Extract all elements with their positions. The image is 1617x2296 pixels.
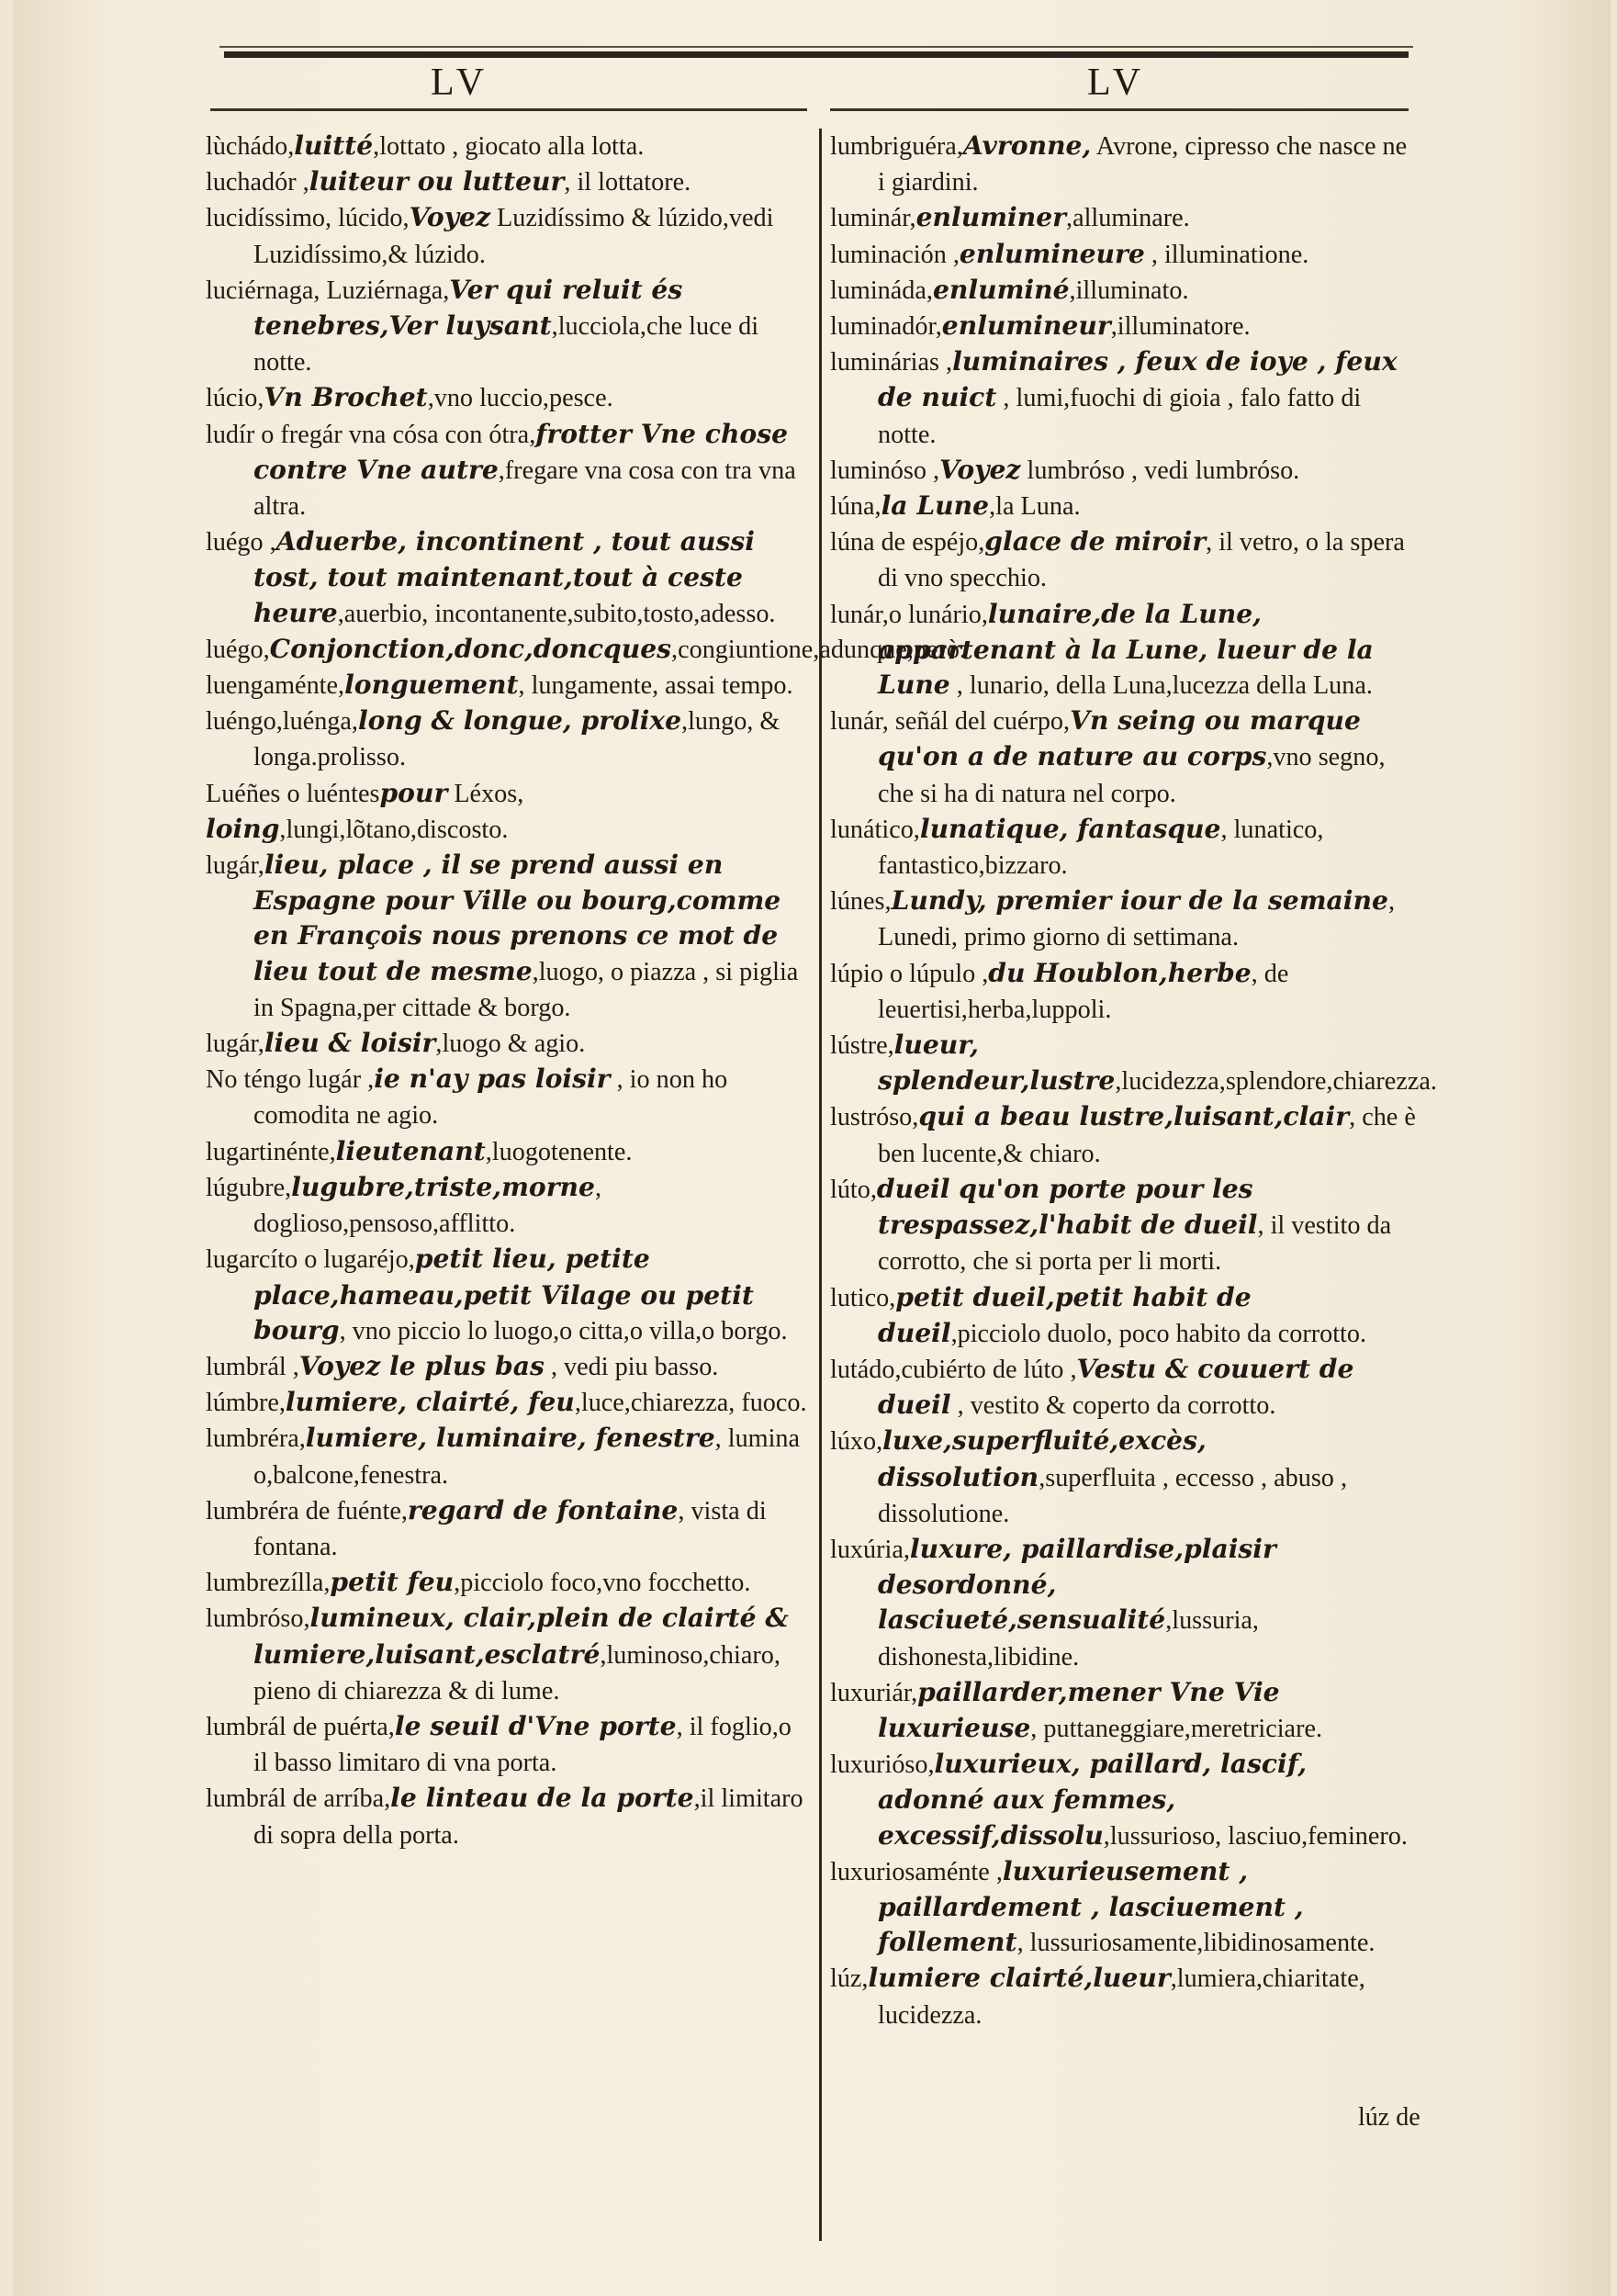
headword: lugár, (206, 851, 264, 881)
french-gloss: petit lieu, petite place,hameau,petit Vilage ou petit bourg (253, 1244, 754, 1345)
italian-gloss: ,luogo, o piazza , si piglia in Spagna,per cittade & borgo. (253, 957, 799, 1022)
dictionary-entry (206, 1565, 812, 1601)
catchword: lúz de (1358, 2103, 1420, 2132)
headword: ludír o fregár vna cósa con ótra, (206, 420, 536, 449)
italian-gloss: , puttaneggiare,meretriciare. (1030, 1714, 1323, 1743)
headword: lúna, (830, 492, 881, 522)
dictionary-entry (206, 1026, 812, 1062)
dictionary-page (13, 0, 1611, 2296)
headword: lutico, (830, 1283, 896, 1312)
headword: lumbrál , (206, 1352, 299, 1381)
italian-gloss: , lumina o,balcone,fenestra. (253, 1424, 801, 1490)
headword: luengaménte, (206, 671, 345, 701)
french-gloss: lieu, place , il se prend aussi en Espagne pour Ville ou bourg,comme en François nous prenons ce mot de lieu tout de mesme (253, 850, 781, 986)
italian-gloss: ,congiuntione,adunque,però. (671, 635, 966, 664)
top-rule-thin (219, 46, 1413, 48)
headword: lúz, (830, 1964, 869, 1994)
italian-gloss: ,lucciola,che luce di notte. (253, 312, 759, 377)
italian-gloss: , il vestito da corrotto, che si porta per li morti. (878, 1211, 1392, 1277)
french-gloss: enlumineure (959, 238, 1145, 269)
italian-gloss: Léxos, (447, 779, 524, 808)
dictionary-entry (830, 1028, 1437, 1099)
french-gloss: le linteau de la porte (390, 1783, 694, 1814)
headword: lugarcíto o lugaréjo, (206, 1245, 415, 1275)
french-gloss: Voyez (939, 454, 1021, 485)
italian-gloss: , il lottatore. (564, 168, 691, 197)
running-head-right: LV (1087, 62, 1147, 104)
headword: luciérnaga, Luziérnaga, (206, 276, 450, 305)
headword: lùchádo, (206, 132, 295, 161)
italian-gloss: ,fregare vna cosa con tra vna altra. (253, 456, 796, 522)
headword: lumináda, (830, 276, 933, 305)
italian-gloss: , vno piccio lo luogo,o citta,o villa,o borgo. (339, 1316, 788, 1345)
dictionary-entry (830, 1424, 1418, 1532)
italian-gloss: , vestito & coperto da corrotto. (950, 1391, 1276, 1421)
italian-gloss: ,la Luna. (989, 492, 1081, 522)
italian-gloss: ,il limitaro di sopra della porta. (253, 1784, 803, 1850)
italian-gloss: , io non ho comodita ne agio. (253, 1065, 728, 1131)
french-gloss: regard de fontaine (407, 1494, 679, 1525)
italian-gloss: ,vno luccio,pesce. (427, 384, 613, 413)
headword: lúpio o lúpulo , (830, 959, 989, 988)
headword: lúmbre, (206, 1389, 286, 1418)
french-gloss: lueur, splendeur,lustre (878, 1030, 1116, 1097)
french-gloss: ie n'ay pas loisir (374, 1064, 611, 1095)
headword: lugár, (206, 1030, 264, 1059)
top-rule (224, 51, 1409, 58)
french-gloss: pour (379, 777, 448, 808)
french-gloss: lumiere, luminaire, fenestre (305, 1423, 715, 1454)
dictionary-entry (206, 1134, 812, 1170)
french-gloss: lumineux, clair,plein de clairté & lumiere,luisant,esclatré (253, 1603, 789, 1670)
running-head-left: LV (431, 62, 490, 104)
french-gloss: enluminé (932, 274, 1070, 305)
french-gloss: la Lune (881, 490, 990, 522)
right-column (830, 129, 1437, 2033)
dictionary-entry (206, 1349, 812, 1385)
headword: lumbréra de fuénte, (206, 1496, 408, 1525)
italian-gloss: , illuminatione. (1144, 240, 1309, 269)
headword: lumbréra, (206, 1424, 306, 1454)
headword: lugartinénte, (206, 1137, 336, 1166)
column-divider (819, 129, 822, 2241)
headword: lúxo, (830, 1427, 883, 1457)
dictionary-entry (206, 632, 966, 668)
italian-gloss: ,lungi,lõtano,discosto. (279, 815, 509, 844)
french-gloss: qui a beau lustre,luisant,clair (918, 1101, 1350, 1132)
headword: lústre, (830, 1031, 894, 1061)
dictionary-entry (830, 129, 1418, 200)
french-gloss: lieutenant (335, 1135, 486, 1166)
headword: lumbrezílla, (206, 1569, 331, 1598)
dictionary-entry (830, 1172, 1418, 1280)
french-gloss: lunaire,de la Lune, appartenant à la Lune, lueur de la Lune (878, 598, 1374, 701)
french-gloss: frotter Vne chose contre Vne autre (253, 418, 789, 485)
dictionary-entry (830, 1747, 1418, 1854)
dictionary-entry (206, 164, 812, 200)
french-gloss: luitté (294, 130, 374, 161)
headword: luégo , (206, 528, 276, 557)
italian-gloss: ,lussuria, dishonesta,libidine. (878, 1606, 1259, 1671)
italian-gloss: ,luce,chiarezza, fuoco. (574, 1389, 807, 1418)
italian-gloss: , vedi piu basso. (544, 1352, 719, 1381)
french-gloss: lumiere clairté,lueur (868, 1963, 1171, 1994)
headword: lumbrál de puérta, (206, 1712, 395, 1741)
french-gloss: petit dueil,petit habit de dueil (878, 1281, 1252, 1348)
french-gloss: petit feu (330, 1567, 455, 1598)
french-gloss: le seuil d'Vne porte (394, 1710, 677, 1741)
dictionary-entry (830, 1961, 1418, 2032)
french-gloss: luxurieux, paillard, lascif, adonné aux femmes, excessif,dissolu (878, 1749, 1308, 1851)
dictionary-entry (206, 1421, 812, 1492)
dictionary-entry (206, 273, 812, 381)
italian-gloss: ,luogo & agio. (435, 1030, 586, 1059)
dictionary-entry (830, 309, 1418, 344)
headword: luminár, (830, 204, 916, 233)
french-gloss: long & longue, prolixe (357, 705, 682, 737)
italian-gloss: ,illuminato. (1069, 276, 1189, 305)
italian-gloss: ,auerbio, incontanente,subito,tosto,adesso. (337, 599, 776, 628)
headword: luéngo,luénga, (206, 707, 358, 737)
italian-gloss: ,lungo, & longa.prolisso. (253, 707, 780, 772)
french-gloss: Avronne, (962, 130, 1092, 161)
dictionary-entry (206, 380, 812, 416)
french-gloss: luxure, paillardise,plaisir desordonné, lasciueté,sensualité (878, 1533, 1276, 1636)
headword: luminadór, (830, 312, 942, 342)
dictionary-entry (830, 344, 1418, 453)
dictionary-entry (830, 597, 1418, 704)
dictionary-entry (206, 129, 812, 164)
dictionary-entry (830, 1854, 1418, 1962)
french-gloss: Voyez le plus bas (298, 1350, 545, 1381)
headword: luxúria, (830, 1535, 910, 1564)
headword: lúto, (830, 1175, 877, 1204)
french-gloss: Aduerbe, incontinent , tout aussi tost, tout maintenant,tout à ceste heure (253, 526, 755, 628)
dictionary-entry (830, 703, 1418, 812)
italian-gloss: , lunatico, fantastico,bizzaro. (878, 815, 1324, 881)
french-gloss: paillarder,mener Vne Vie luxurieuse (878, 1676, 1280, 1743)
headword: lúna de espéjo, (830, 528, 985, 557)
dictionary-entry (206, 1385, 812, 1421)
dictionary-entry (830, 1675, 1418, 1747)
headword: lumbriguéra, (830, 132, 963, 161)
dictionary-entry (830, 237, 1418, 273)
italian-gloss: lumbróso , vedi lumbróso. (1020, 456, 1300, 485)
italian-gloss: , vista di fontana. (253, 1496, 767, 1561)
french-gloss: Vn seing ou marque qu'on a de nature au corps (878, 705, 1361, 772)
italian-gloss: ,illuminatore. (1110, 312, 1251, 342)
italian-gloss: ,luogotenente. (485, 1137, 633, 1166)
headword: luminárias , (830, 348, 953, 377)
headword: lustróso, (830, 1103, 919, 1132)
italian-gloss: , doglioso,pensoso,afflitto. (253, 1173, 602, 1239)
headword: luégo, (206, 635, 270, 664)
headword: lunár,o lunário, (830, 600, 988, 629)
headword: lucidíssimo, lúcido, (206, 204, 410, 233)
french-gloss: luiteur ou lutteur (309, 166, 565, 197)
dictionary-entry (206, 848, 812, 1026)
headword: Luéñes o luéntes (206, 779, 380, 808)
header-rule-right (830, 108, 1409, 111)
italian-gloss: , lumi,fuochi di gioia , falo fatto di notte. (878, 384, 1362, 449)
dictionary-entry (830, 1352, 1418, 1424)
dictionary-entry (206, 524, 812, 632)
headword: luxuriár, (830, 1678, 918, 1707)
headword: luxurióso, (830, 1750, 935, 1780)
french-gloss: Vn Brochet (264, 382, 428, 413)
dictionary-entry (830, 1099, 1418, 1171)
dictionary-entry (830, 524, 1418, 596)
french-gloss: Lundy, premier iour de la semaine (891, 885, 1388, 917)
headword: luminación , (830, 240, 960, 269)
dictionary-entry (206, 1493, 812, 1565)
headword: luxuriosaménte , (830, 1857, 1003, 1886)
italian-gloss: , il vetro, o la spera di vno specchio. (878, 528, 1405, 593)
dictionary-entry (830, 489, 1418, 524)
italian-gloss: Luzidíssimo & lúzido,vedi Luzidíssimo,& lúzido. (253, 204, 774, 269)
french-gloss: du Houblon,herbe (988, 957, 1252, 988)
dictionary-entry (830, 812, 1418, 884)
dictionary-entry (206, 1601, 812, 1709)
french-gloss: luxurieusement , paillardement , lasciuement , follement (878, 1855, 1304, 1958)
headword: lúgubre, (206, 1173, 292, 1202)
french-gloss: Vestu & couuert de dueil (878, 1353, 1354, 1421)
dictionary-entry (206, 1709, 812, 1781)
french-gloss: Conjonction,donc,doncques (269, 633, 672, 664)
french-gloss: lugubre,triste,morne (291, 1171, 595, 1202)
french-gloss: enluminer (915, 202, 1067, 233)
french-gloss: enlumineur (941, 310, 1111, 342)
headword: No téngo lugár , (206, 1065, 375, 1095)
french-gloss: longuement (344, 670, 519, 701)
dictionary-entry (206, 1170, 812, 1242)
dictionary-entry (830, 273, 1418, 309)
headword: luchadór , (206, 168, 309, 197)
dictionary-entry (830, 1280, 1418, 1352)
dictionary-entry (206, 776, 812, 812)
dictionary-entry (206, 812, 812, 848)
french-gloss: Ver qui reluit és tenebres,Ver luysant (253, 274, 683, 342)
italian-gloss: ,lucidezza,splendore,chiarezza. (1115, 1067, 1437, 1097)
italian-gloss: ,vno segno, che si ha di natura nel corpo. (878, 743, 1386, 808)
headword: lumbróso, (206, 1604, 310, 1634)
french-gloss: luminaires , feux de ioye , feux de nuict (878, 346, 1398, 413)
french-gloss: lieu & loisir (264, 1028, 436, 1059)
italian-gloss: , Lunedi, primo giorno di settimana. (878, 887, 1395, 952)
italian-gloss: ,alluminare. (1066, 204, 1190, 233)
french-gloss: Voyez (409, 202, 490, 233)
italian-gloss: , lussuriosamente,libidinosamente. (1016, 1929, 1376, 1958)
dictionary-entry (206, 668, 812, 703)
dictionary-entry (206, 703, 812, 775)
italian-gloss: ,superfluita , eccesso , abuso , dissolutione. (878, 1463, 1347, 1528)
italian-gloss: ,luminoso,chiaro, pieno di chiarezza & di lume. (253, 1640, 780, 1705)
italian-gloss: Avrone, cipresso che nasce ne i giardini. (878, 132, 1408, 197)
italian-gloss: ,lumiera,chiaritate, lucidezza. (878, 1964, 1365, 2030)
dictionary-entry (206, 200, 812, 272)
french-gloss: luxe,superfluité,excès, dissolution (878, 1425, 1207, 1492)
headword: lunático, (830, 815, 920, 844)
french-gloss: dueil qu'on porte pour les trespassez,l'habit de dueil (876, 1173, 1258, 1241)
header-rule-left (210, 108, 807, 111)
headword: lúcio, (206, 384, 264, 413)
dictionary-entry (830, 200, 1418, 236)
italian-gloss: ,lottato , giocato alla lotta. (373, 132, 645, 161)
dictionary-entry (830, 453, 1418, 489)
dictionary-entry (830, 1532, 1418, 1675)
french-gloss: loing (206, 813, 280, 844)
headword: lutádo,cubiérto de lúto , (830, 1355, 1077, 1384)
italian-gloss: , lunario, della Luna,lucezza della Luna. (949, 671, 1373, 701)
dictionary-entry (206, 1781, 812, 1852)
dictionary-entry (830, 956, 1418, 1028)
italian-gloss: , de leuertisi,herba,luppoli. (878, 959, 1289, 1024)
italian-gloss: ,picciolo duolo, poco habito da corrotto. (950, 1319, 1367, 1348)
headword: lumbrál de arríba, (206, 1784, 391, 1814)
french-gloss: lumiere, clairté, feu (285, 1387, 575, 1418)
headword: lúnes, (830, 887, 892, 917)
italian-gloss: , lungamente, assai tempo. (518, 671, 793, 701)
french-gloss: glace de miroir (984, 526, 1207, 557)
italian-gloss: ,picciolo foco,vno focchetto. (454, 1569, 751, 1598)
italian-gloss: ,lussurioso, lasciuo,feminero. (1103, 1821, 1408, 1851)
dictionary-entry (830, 884, 1418, 955)
italian-gloss: , che è ben lucente,& chiaro. (878, 1103, 1416, 1168)
french-gloss: lunatique, fantasque (919, 813, 1221, 844)
dictionary-entry (206, 1062, 812, 1133)
dictionary-entry (206, 1242, 812, 1349)
headword: luminóso , (830, 456, 940, 485)
italian-gloss: , il foglio,o il basso limitaro di vna porta. (253, 1712, 792, 1778)
dictionary-entry (206, 417, 812, 525)
headword: lunár, señál del cuérpo, (830, 707, 1071, 737)
